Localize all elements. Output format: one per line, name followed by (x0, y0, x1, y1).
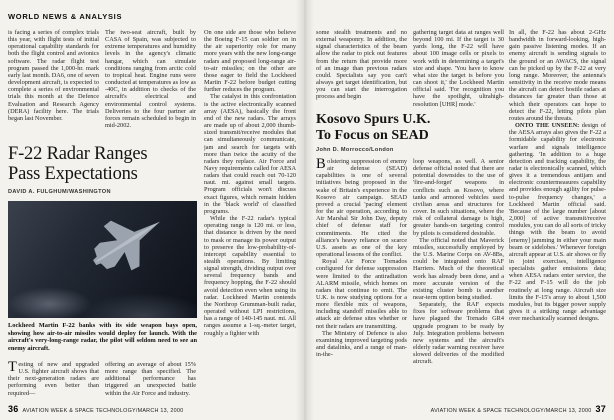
title-line: Pass Expectations (8, 163, 138, 184)
f22-lead-col2 (105, 361, 196, 403)
paragraph (8, 361, 99, 397)
paragraph: offering an average of about 15% more range than specified. The additional performance has triggered an unexpected battle within the Air Force and industry. (105, 361, 196, 397)
kosovo-article-title (316, 112, 504, 145)
paragraph: some stealth treatments and no external weaponry. In addition, the signal characteristics of the beam allow the radar to pick out features from the return that provide more of an image than previous radars could. Specialists say you can't always get target identification, but you can start the interrogation process and begin (316, 29, 407, 101)
paragraph: The catalyst in this confrontation is the active electronically scanned array (AESA), basically the front end of the new radars. The arrays are made up of about 2,000 thumb-sized transmit/receive modules that can simultaneously communicate, jam and search for targets with more than twice the acuity of the radars they replace. Air Force and Navy requirements called for AESA radars that could reach out 70-120 naut. mi. against small targets. Program officials won't discuss exact figures, which remain hidden in the 'black world' of classified programs. (204, 93, 296, 215)
f22-col3 (204, 29, 296, 403)
prev-article-col1 (8, 29, 99, 142)
paragraph: Separately, the RAF expects fixes for software problems that have plagued the Tornado GR4 upgrade program to be ready by July. Integration problems between new systems and the aircraft's elderly radar warning receiver have slowed deliveries of the modified aircraft. (413, 301, 504, 366)
title-line: F-22 Radar Ranges (8, 145, 148, 164)
paragraph: In all, the F-22 has about 2-GHz bandwidth in forward-looking, high-gain passive listening modes. If an enemy aircraft is sending signals to the ground or an AWACS, the signal can be picked up by the F-22 at very long range. Moreover, the antenna's sensitivity in the receive mode means the aircraft can detect hostile radars at distances far greater than those at which their operators can hope to detect the F-22, letting pilots plan routes around the threats. (509, 29, 606, 122)
paragraph: Royal Air Force Tornados configured for defense suppression were limited to the antiradiation ALARM missile, which homes on radars that continue to emit. The U.K. is now studying options for a more flexible mix of weapons, including standoff missiles able to attack air defense sites whether or not their radars are transmitting. (316, 258, 407, 330)
paragraph: loop weapons, as well. A senior defense official noted that there are potential downsides to the use of 'fire-and-forget' weapons in conflicts such as Kosovo, where tanks and armored vehicles used civilian areas and structures for cover. In such situations, where the risk of collateral damage is high, greater hands-on targeting control by pilots is considered desirable. (413, 158, 504, 237)
journal-name: AVIATION WEEK & SPACE TECHNOLOGY/MARCH 13, 2000 (22, 408, 184, 414)
paragraph: The official noted that Maverick missiles, successfully employed by the U.S. Marine Corps on AV-8Bs, could be integrated onto RAF Harriers. Much of the theoretical work has already been done, and a more accurate version of the existing cluster bomb is another near-term option being studied. (413, 236, 504, 301)
paragraph: is facing a series of complex trials this year, with flight tests of initial operational capability standards for both the flight control and avionics software. The radar flight test program passed the 1,000-hr. mark early last month. DA6, one of seven development aircraft, is expected to complete a series of environmental trials this month at the Defence Evaluation and Research Agency (DERA) facility here. The trials began last November. (8, 29, 99, 122)
f22-byline: DAVID A. FULGHUM/WASHINGTON (8, 189, 111, 195)
f22-col5-top (413, 29, 504, 108)
prev-article-col2 (105, 29, 196, 142)
journal-name: AVIATION WEEK & SPACE TECHNOLOGY/MARCH 13, 2000 (430, 408, 592, 414)
f22-photo-caption: Lockheed Martin F-22 banks with its side weapon bays open, showing how air-to-air missiles would deploy for launch. With the aircraft's very-long-range radar, the pilot will seldom need to see an enemy aircraft. (8, 322, 197, 352)
f22-lead-col1 (8, 361, 99, 403)
footer-left (8, 404, 296, 414)
section-header: WORLD NEWS & ANALYSIS (8, 12, 123, 21)
title-line: Kosovo Spurs U.K. (316, 112, 431, 127)
page-number: 36 (8, 404, 19, 414)
paragraph: The Ministry of Defence is also examining improved targeting pods and datalinks, and a range of man-in-the- (316, 329, 407, 359)
kosovo-byline: John D. Morrocco/London (316, 147, 394, 153)
paragraph-text: olstering suppression of enemy air defense (SEAD) capabilities is one of several initiatives being proposed in the wake of Britain's experience in the Kosovo air campaign. SEAD proved a crucial 'pacing' element for the air operation, according to Air Marshal Sir John Day, deputy chief of defense staff for commitments. He cited the alliance's heavy reliance on scarce U.S. assets as one of the key operational lessons of the conflict. (316, 158, 407, 259)
paragraph-text: design of the AESA arrays also gives the F-22 a formidable capability for electronic warfare and signals intelligence gathering. 'In addition to a huge detection and tracking capability, the radar is electronically scanned, which gives it a tremendous antijam and electronic countermeasures capability and provides enough agility for pulse-to-pulse frequency changes,' a Lockheed Martin official said. 'Because of the large number [about 2,000] of active transmit/receive modules, you can do all sorts of tricky things with the beam to avoid [enemy] jamming in either your main beam or sidelobes.' Whenever foreign aircraft appear at U.S. air shows or fly in joint exercises, intelligence specialists gather emissions data; when AESA radars enter service, the F-22 and F-15 will do the job routinely at long range. Aircraft size limits the F-15's array to about 1,500 modules, but its bigger power supply gives it a striking range advantage over mechanically scanned designs. (509, 122, 606, 323)
page-gutter (296, 0, 314, 420)
f22-col4-top (316, 29, 407, 108)
kosovo-col5 (413, 158, 504, 403)
paragraph: While the F-22 radar's typical operating range is 120 mi. or less, that distance is driven by the need to mask or manage its power output to preserve the low-probability-of-intercept capability essential to stealth operations. By limiting signal strength, dividing output over several frequency bands and frequency hopping, the F-22 should avoid detection even when using its radar. Lockheed Martin contends the Northrop Grumman-built radar, operated without LPI restrictions, has a range of 140-145 naut. mi. All ranges assume a 1-sq.-meter target, roughly a fighter with (204, 215, 296, 337)
paragraph: gathering target data at ranges well beyond 100 mi. If the target is 30 yards long, the F-22 will have about 100 image cells or pixels to work with in determining a target's size and shape. 'You have to know what size the target is before you can shoot it,' the Lockheed Martin official said. 'For recognition you have the spotlight, ultrahigh-resolution [UHR] mode.' (413, 29, 504, 108)
f22-col6 (509, 29, 606, 403)
footer-right (316, 404, 606, 414)
title-line: To Focus on SEAD (316, 127, 429, 143)
bold-leadin: ONTO THE UNSEEN: (515, 122, 580, 130)
dropcap: B (316, 158, 326, 172)
paragraph (316, 158, 407, 258)
kosovo-col4 (316, 158, 407, 403)
paragraph: The two-seat aircraft, built by CASA of Spain, was subjected to extreme temperatures and humidity levels in the agency's climatic hangar, which can simulate conditions ranging from arctic cold to tropical heat. Engine runs were conducted at temperatures as low as -40C, in addition to checks of the aircraft's electrical and environmental control systems. Deliveries to the four partner air forces remain scheduled to begin in mid-2002. (105, 29, 196, 130)
page-number: 37 (595, 404, 606, 414)
f22-photo (8, 201, 197, 318)
f22-article-title (8, 145, 200, 187)
paragraph (509, 122, 606, 322)
paragraph-text: esting of new and upgraded U.S. fighter aircraft shows that their next-generation radars are performing even better than required— (8, 361, 99, 397)
aircraft-silhouette (8, 201, 197, 318)
dropcap: T (8, 361, 17, 375)
paragraph: On one side are those who believe the Boeing F-15 can soldier on in the air superiority role for many more years with the new long-range radars and proposed long-range air-to-air missiles; on the other are those eager to field the Lockheed Martin F-22 before budget cutting further reduces the program. (204, 29, 296, 94)
